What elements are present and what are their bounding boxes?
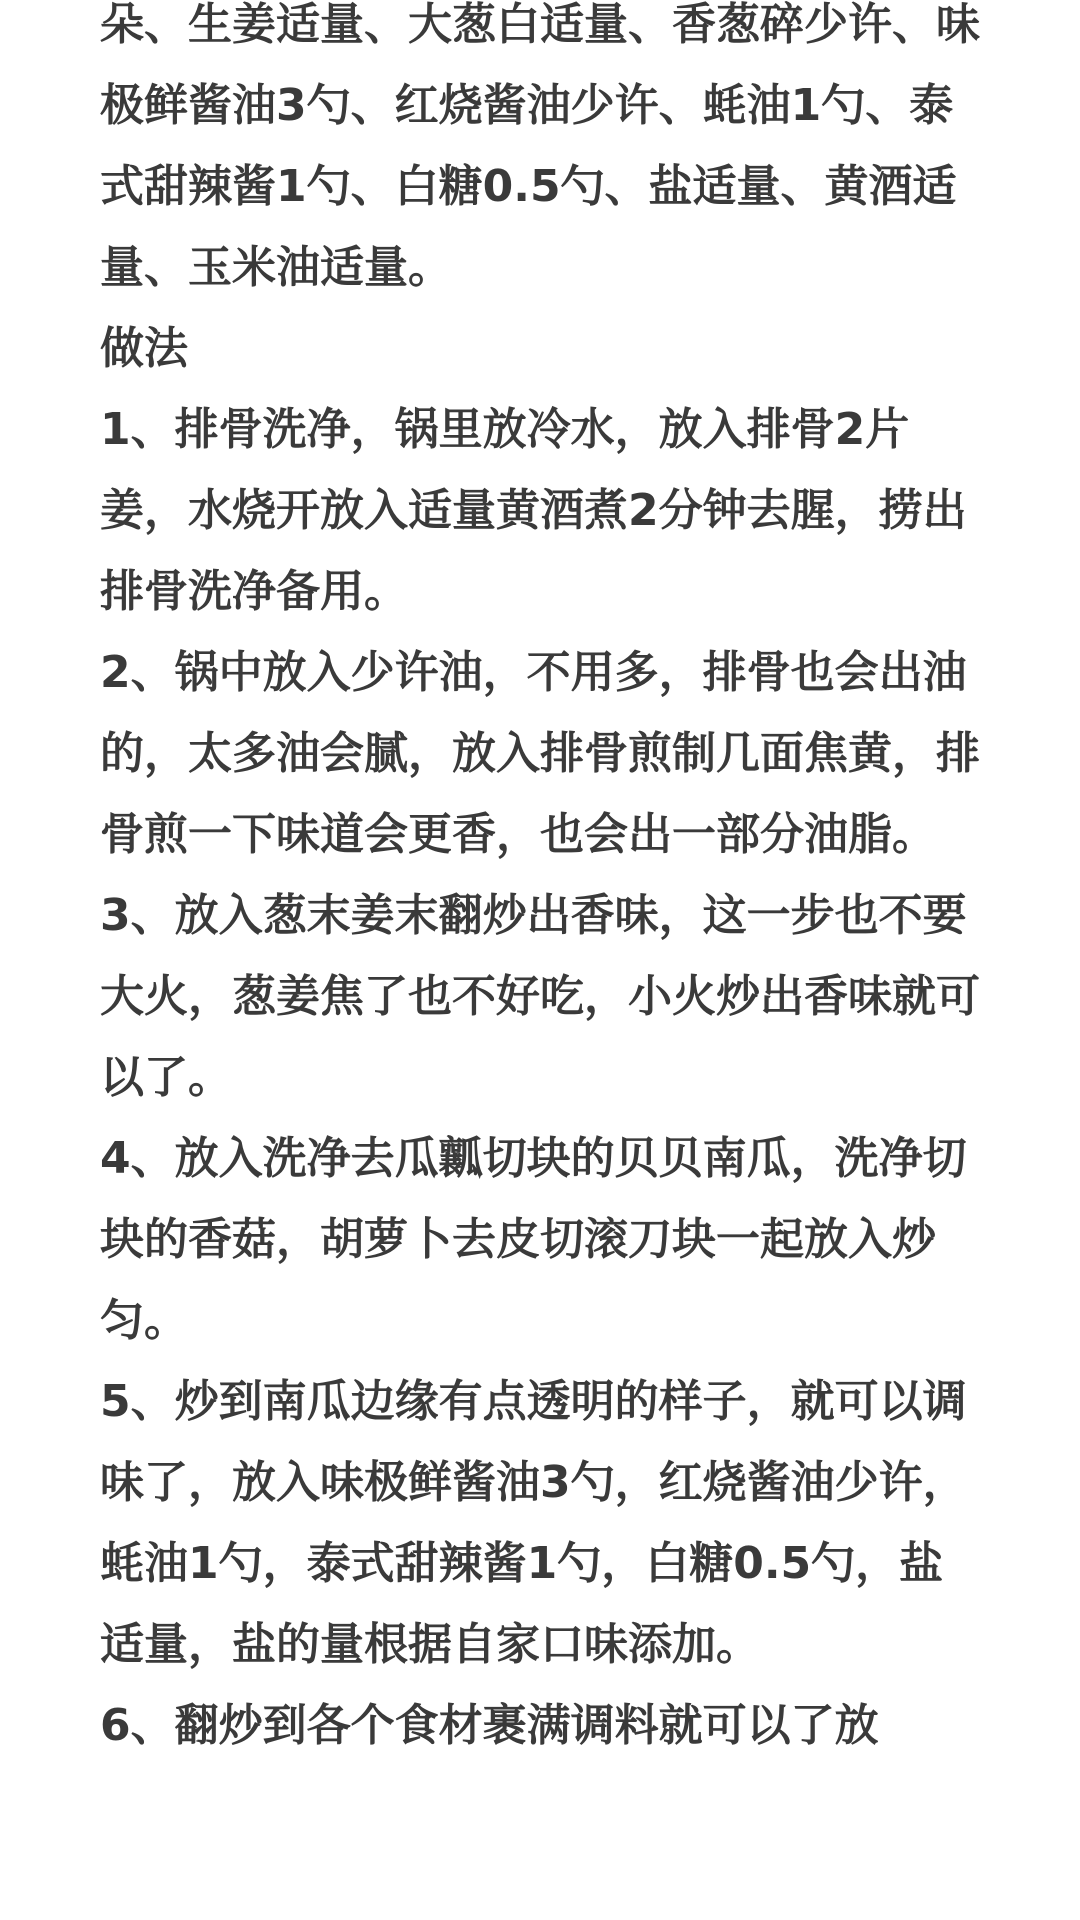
step-2: 2、锅中放入少许油，不用多，排骨也会出油的，太多油会腻，放入排骨煎制几面焦黄，排骨煎一下味道会更香，也会出一部分油脂。 bbox=[100, 647, 980, 860]
step-6: 6、翻炒到各个食材裹满调料就可以了放 bbox=[100, 1700, 879, 1751]
step-5: 5、炒到南瓜边缘有点透明的样子，就可以调味了，放入味极鲜酱油3勺，红烧酱油少许，蚝油1勺，泰式甜辣酱1勺，白糖0.5勺，盐适量，盐的量根据自家口味添加。 bbox=[100, 1376, 967, 1670]
step-1: 1、排骨洗净，锅里放冷水，放入排骨2片姜，水烧开放入适量黄酒煮2分钟去腥，捞出排骨洗净备用。 bbox=[100, 404, 967, 617]
step-4: 4、放入洗净去瓜瓤切块的贝贝南瓜，洗净切块的香菇，胡萝卜去皮切滚刀块一起放入炒匀。 bbox=[100, 1133, 967, 1346]
recipe-text-block bbox=[100, 0, 986, 1766]
step-3: 3、放入葱末姜末翻炒出香味，这一步也不要大火，葱姜焦了也不好吃，小火炒出香味就可以了。 bbox=[100, 890, 980, 1103]
ingredients-list: 朵、生姜适量、大葱白适量、香葱碎少许、味极鲜酱油3勺、红烧酱油少许、蚝油1勺、泰式甜辣酱1勺、白糖0.5勺、盐适量、黄酒适量、玉米油适量。 bbox=[100, 0, 980, 293]
method-heading: 做法 bbox=[100, 323, 188, 374]
